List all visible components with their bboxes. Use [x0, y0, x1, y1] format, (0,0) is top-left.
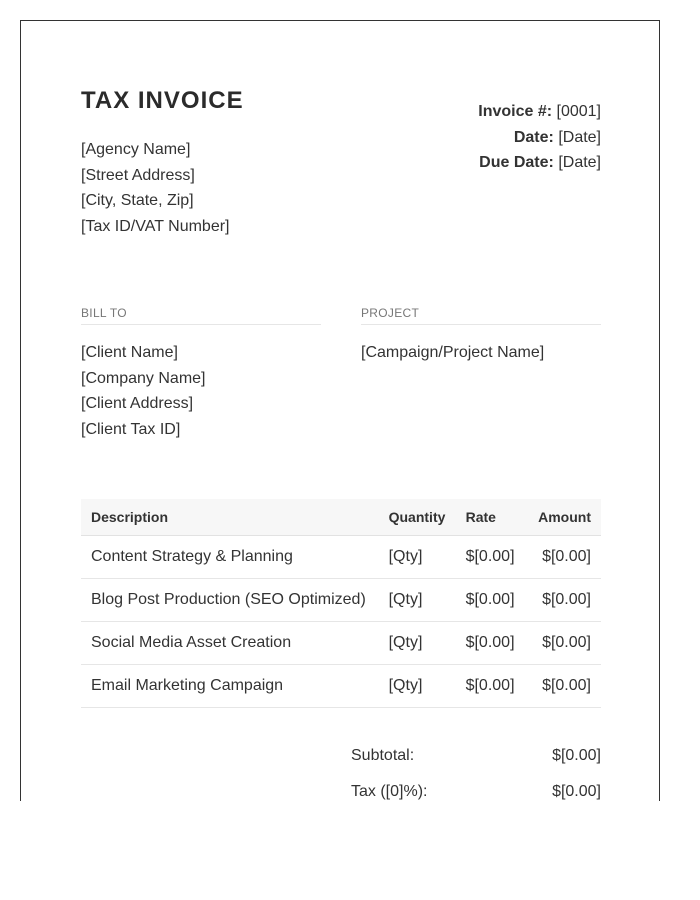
- invoice-meta: [478, 99, 601, 176]
- item-description: Social Media Asset Creation: [81, 622, 379, 665]
- item-amount: $[0.00]: [528, 622, 601, 665]
- due-date-row: [478, 150, 601, 176]
- invoice-number-row: [478, 99, 601, 125]
- totals-block: [351, 743, 601, 801]
- item-amount: $[0.00]: [528, 536, 601, 579]
- bill-to-heading: BILL TO: [81, 306, 321, 325]
- invoice-number-label: Invoice #:: [478, 103, 553, 120]
- col-header-quantity: Quantity: [379, 499, 456, 536]
- tax-label: Tax ([0]%):: [351, 783, 428, 800]
- item-quantity: [Qty]: [379, 622, 456, 665]
- item-description: Email Marketing Campaign: [81, 665, 379, 708]
- project-block: [361, 340, 544, 366]
- invoice-date-row: [478, 125, 601, 151]
- project-heading: PROJECT: [361, 306, 601, 325]
- invoice-date-value: [Date]: [558, 128, 601, 146]
- tax-value: $[0.00]: [552, 783, 601, 800]
- item-description: Blog Post Production (SEO Optimized): [81, 579, 379, 622]
- item-rate: $[0.00]: [456, 665, 529, 708]
- item-rate: $[0.00]: [456, 579, 529, 622]
- table-row: [81, 622, 601, 665]
- invoice-number-value: [0001]: [556, 103, 601, 120]
- line-items-table: [81, 499, 601, 708]
- agency-tax-id: [Tax ID/VAT Number]: [81, 218, 230, 236]
- item-amount: $[0.00]: [528, 579, 601, 622]
- item-quantity: [Qty]: [379, 536, 456, 579]
- invoice-page: [20, 20, 660, 801]
- subtotal-row: [351, 743, 601, 779]
- table-row: [81, 536, 601, 579]
- agency-city: [City, State, Zip]: [81, 192, 194, 210]
- subtotal-label: Subtotal:: [351, 747, 415, 764]
- table-row: [81, 579, 601, 622]
- col-header-rate: Rate: [456, 499, 529, 536]
- item-amount: $[0.00]: [528, 665, 601, 708]
- bill-to-block: [81, 340, 206, 443]
- project-name: [Campaign/Project Name]: [361, 344, 545, 361]
- agency-street: [Street Address]: [81, 166, 195, 184]
- client-tax-id: [Client Tax ID]: [81, 421, 181, 439]
- agency-block: [81, 137, 229, 240]
- item-description: Content Strategy & Planning: [81, 536, 379, 579]
- agency-name: [Agency Name]: [81, 141, 191, 158]
- due-date-value: [Date]: [558, 154, 601, 171]
- item-quantity: [Qty]: [379, 665, 456, 708]
- item-quantity: [Qty]: [379, 579, 456, 622]
- invoice-title: TAX INVOICE: [81, 87, 244, 114]
- invoice-date-label: Date:: [513, 128, 554, 146]
- client-name: [Client Name]: [81, 344, 178, 361]
- col-header-amount: Amount: [528, 499, 601, 536]
- table-row: [81, 665, 601, 708]
- tax-row: [351, 779, 601, 801]
- client-address: [Client Address]: [81, 395, 194, 413]
- item-rate: $[0.00]: [456, 536, 529, 579]
- due-date-label: Due Date:: [479, 154, 554, 171]
- table-header-row: [81, 499, 601, 536]
- company-name: [Company Name]: [81, 369, 206, 387]
- item-rate: $[0.00]: [456, 622, 529, 665]
- col-header-description: Description: [81, 499, 379, 536]
- subtotal-value: $[0.00]: [552, 747, 601, 764]
